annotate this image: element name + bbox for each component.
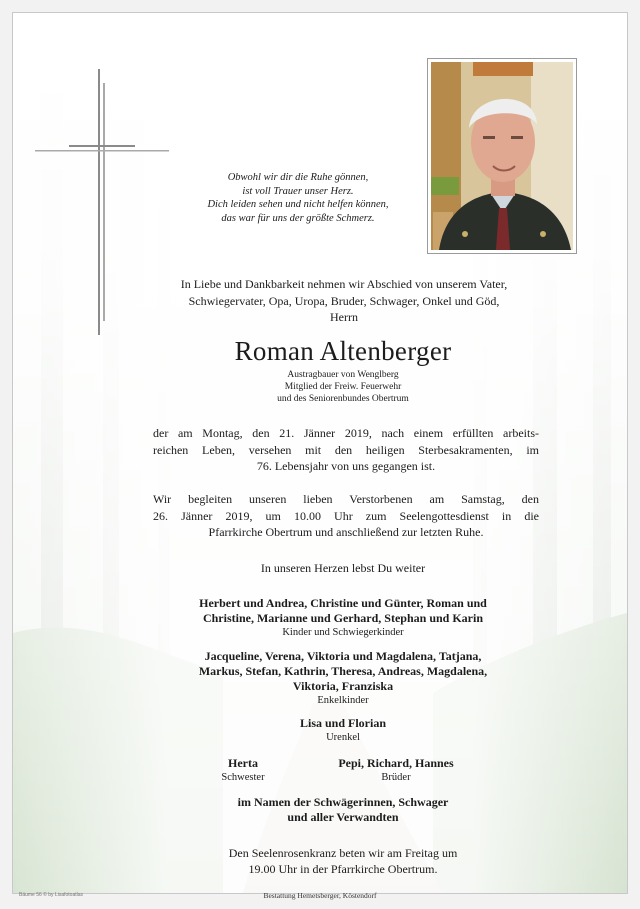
funeral-line: 26. Jänner 2019, um 10.00 Uhr zum Seelengottesdienst in die bbox=[153, 508, 539, 523]
death-notice-line: der am Montag, den 21. Jänner 2019, nach einem erfüllten arbeits- bbox=[153, 426, 539, 440]
mourner-names: Pepi, Richard, Hannes bbox=[338, 756, 454, 770]
mourner-names: und aller Verwandten bbox=[287, 810, 399, 824]
death-notice-line: 76. Lebensjahr von uns gegangen ist. bbox=[256, 459, 436, 473]
intro-line: Herrn bbox=[330, 310, 358, 324]
funeral-line: Wir begleiten unseren lieben Verstorbenen am Samstag, den bbox=[153, 492, 539, 506]
mourner-names: Christine, Marianne und Gerhard, Stephan und Karin bbox=[202, 611, 484, 625]
poem bbox=[173, 171, 423, 225]
intro-text bbox=[147, 276, 541, 326]
poem-line: ist voll Trauer unser Herz. bbox=[242, 185, 354, 197]
mourner-names: Viktoria, Franziska bbox=[292, 679, 394, 693]
mourner-names: Herta bbox=[228, 756, 258, 770]
funeral-line: Pfarrkirche Obertrum und anschließend zur letzten Ruhe. bbox=[208, 525, 484, 539]
rosary-line: 19.00 Uhr in der Pfarrkirche Obertrum. bbox=[248, 862, 438, 876]
rosary-notice bbox=[163, 845, 523, 877]
portrait-image bbox=[431, 62, 573, 250]
portrait-photo bbox=[427, 58, 577, 254]
motto: In unseren Herzen lebst Du weiter bbox=[260, 561, 426, 575]
mourners-brothers bbox=[321, 756, 471, 784]
mourners-on-behalf bbox=[123, 795, 563, 825]
mourner-relation: Schwester bbox=[221, 772, 265, 783]
mourner-relation: Brüder bbox=[381, 772, 411, 783]
mourners-sister bbox=[183, 756, 303, 784]
role-line: Austragbauer von Wenglberg bbox=[287, 370, 399, 380]
poem-line: das war für uns der größte Schmerz. bbox=[221, 212, 375, 224]
obituary-page bbox=[12, 12, 628, 900]
death-notice bbox=[153, 425, 539, 475]
role-line: und des Seniorenbundes Obertrum bbox=[277, 394, 409, 404]
footer-funeral-home: Bestattung Hemetsberger, Köstendorf bbox=[263, 891, 377, 900]
death-notice-line: reichen Leben, versehen mit den heiligen Sterbesakramenten, im bbox=[153, 442, 539, 457]
mourner-relation: Urenkel bbox=[326, 732, 360, 743]
deceased-name: Roman Altenberger bbox=[234, 336, 452, 366]
deceased-roles bbox=[153, 369, 533, 405]
intro-line: In Liebe und Dankbarkeit nehmen wir Abschied von unserem Vater, bbox=[180, 277, 508, 291]
rosary-line: Den Seelenrosenkranz beten wir am Freitag um bbox=[228, 846, 458, 860]
image-credit: Bäume 56 © by Lisafotoatlas bbox=[19, 892, 83, 898]
mourner-relation: Enkelkinder bbox=[317, 695, 369, 706]
mourner-names: im Namen der Schwägerinnen, Schwager bbox=[237, 795, 449, 809]
mourners-great-grandchildren bbox=[123, 716, 563, 744]
mourner-relation: Kinder und Schwiegerkinder bbox=[282, 627, 404, 638]
mourner-names: Jacqueline, Verena, Viktoria und Magdalena, Tatjana, bbox=[204, 649, 482, 663]
role-line: Mitglied der Freiw. Feuerwehr bbox=[284, 382, 402, 392]
poem-line: Obwohl wir dir die Ruhe gönnen, bbox=[227, 172, 369, 183]
mourner-names: Herbert und Andrea, Christine und Günter, Roman und bbox=[199, 596, 487, 610]
mourner-names: Lisa und Florian bbox=[299, 716, 387, 730]
intro-line: Schwiegervater, Opa, Uropa, Bruder, Schwager, Onkel und Göd, bbox=[188, 293, 500, 308]
mourners-children bbox=[123, 596, 563, 639]
funeral-notice bbox=[153, 491, 539, 541]
poem-line: Dich leiden sehen und nicht helfen können, bbox=[207, 199, 389, 210]
mourner-names: Markus, Stefan, Kathrin, Theresa, Andreas, Magdalena, bbox=[198, 664, 488, 678]
mourners-grandchildren bbox=[123, 649, 563, 707]
